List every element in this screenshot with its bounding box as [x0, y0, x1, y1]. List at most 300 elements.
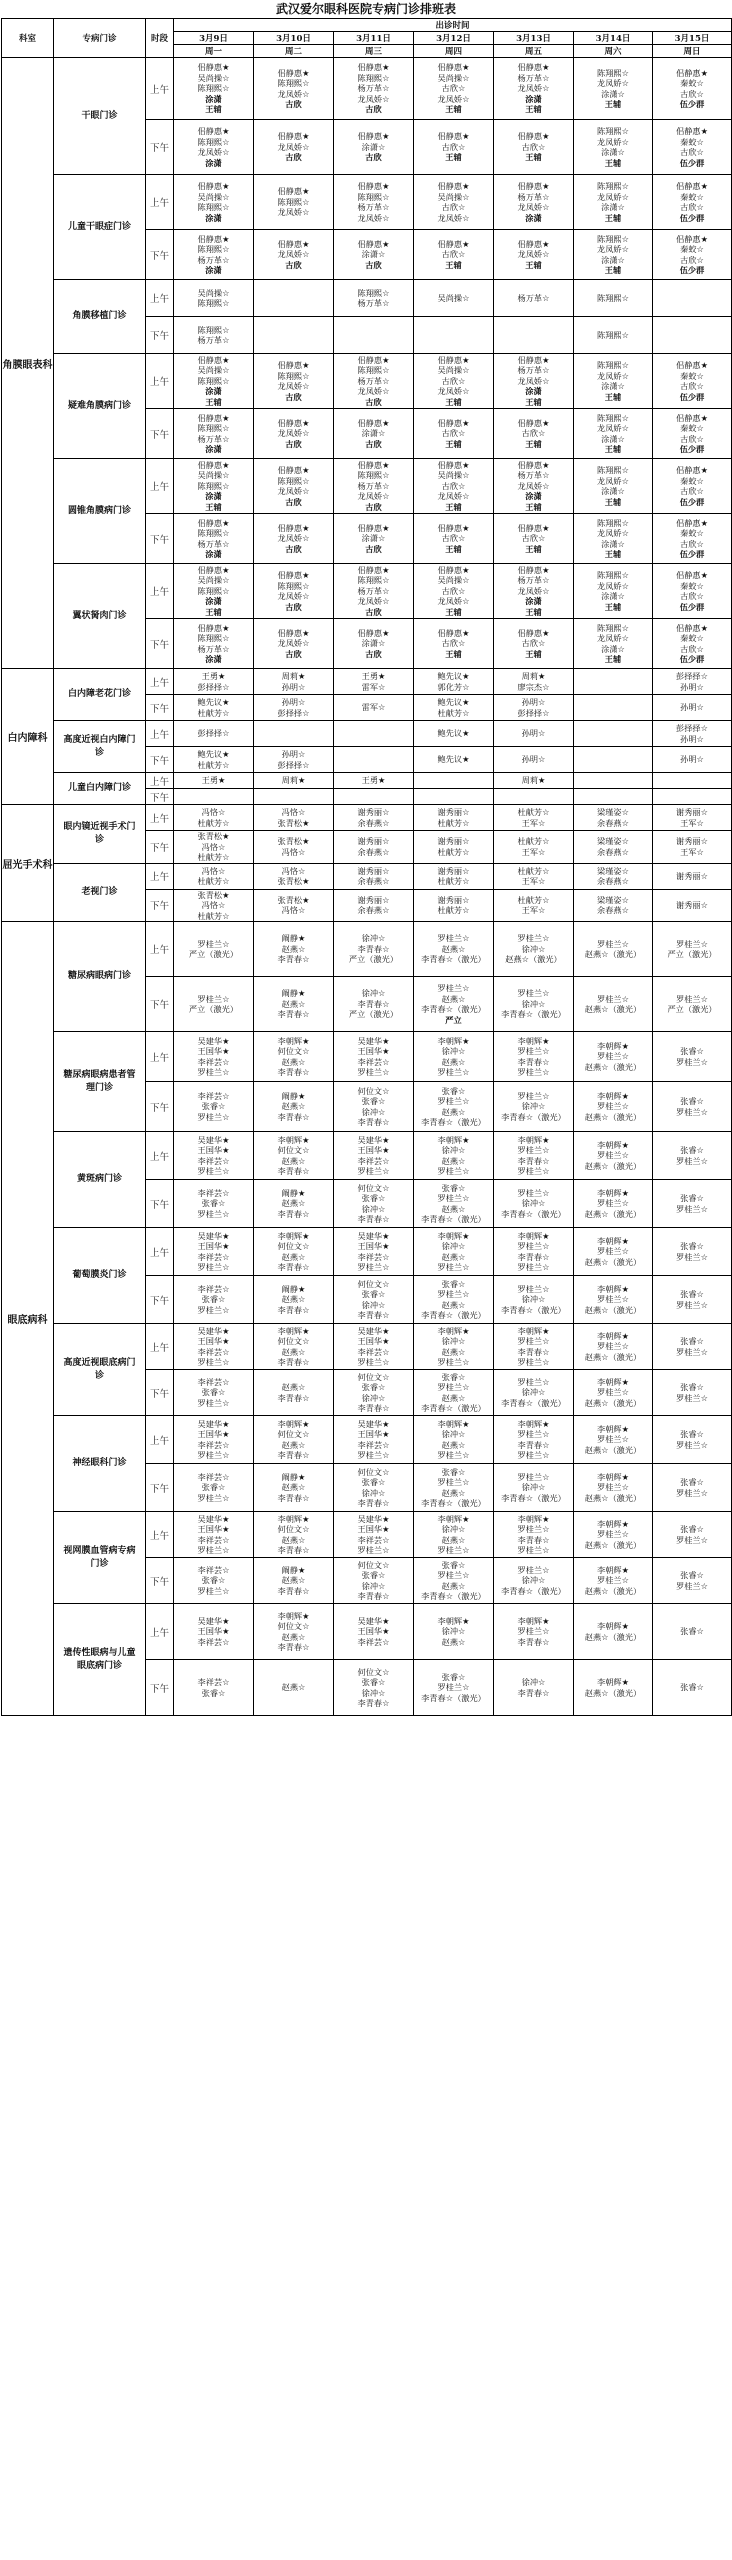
- doctor-name: 李朝辉★: [597, 1423, 629, 1434]
- doctor-name: 龙凤娇☆: [277, 207, 310, 218]
- schedule-cell: [653, 175, 732, 230]
- doctor-name: 孙明☆: [680, 754, 704, 765]
- doctor-name: 徐冲☆: [361, 1299, 386, 1310]
- schedule-cell: [494, 354, 574, 409]
- schedule-cell: [414, 1276, 494, 1324]
- doctor-name: 杨万革☆: [357, 202, 390, 212]
- doctor-name: 王辅: [445, 152, 462, 163]
- doctor-name: 冯恪☆: [281, 905, 306, 916]
- doctor-name: 李朝辉★: [437, 1615, 470, 1626]
- doctor-name: 陈翔熙☆: [197, 136, 230, 147]
- time-period: 上午: [146, 1512, 174, 1558]
- schedule-cell: [254, 280, 334, 317]
- doctor-name: 阚静★: [281, 1090, 306, 1101]
- schedule-cell: [653, 1416, 732, 1464]
- doctor-name: 王辅: [525, 259, 542, 270]
- schedule-cell: [494, 175, 574, 230]
- doctor-name: 龙凤娇☆: [597, 191, 629, 202]
- doctor-name: 古欣☆: [521, 141, 546, 152]
- schedule-cell: [494, 1416, 574, 1464]
- table-row: [2, 721, 732, 747]
- doctor-name: 佀静惠★: [197, 126, 230, 136]
- doctor-name: 赵燕☆: [281, 1482, 306, 1493]
- doctor-name: 李朝辉★: [597, 1090, 629, 1101]
- doctor-name: 佀静惠★: [197, 412, 230, 423]
- schedule-cell: [414, 1558, 494, 1604]
- doctor-name: 古欣☆: [521, 638, 546, 649]
- doctor-name: 杜献芳☆: [437, 846, 470, 857]
- doctor-name: 赵燕☆: [441, 1299, 466, 1310]
- doctor-name: 张睿☆: [361, 1677, 386, 1687]
- doctor-name: 罗桂兰☆: [517, 1545, 550, 1555]
- schedule-cell: [254, 230, 334, 280]
- doctor-name: 孙明☆: [521, 728, 546, 739]
- doctor-name: 杨万革☆: [517, 575, 550, 586]
- doctor-name: 罗桂兰☆: [597, 1294, 629, 1305]
- page-title: 武汉爱尔眼科医院专病门诊排班表: [275, 2, 456, 16]
- schedule-cell: [574, 1180, 653, 1228]
- doctor-name: 古欣: [285, 391, 302, 402]
- doctor-name: 罗桂兰☆: [676, 938, 708, 949]
- table-row: [2, 669, 732, 695]
- schedule-cell: [574, 317, 653, 354]
- doctor-name: 罗桂兰☆: [597, 1246, 629, 1257]
- schedule-cell: [254, 58, 334, 120]
- doctor-name: 龙凤娇☆: [597, 244, 629, 254]
- doctor-name: 龙凤娇☆: [597, 580, 629, 591]
- doctor-name: 王辅: [525, 543, 542, 554]
- doctor-name: 陈翔熙☆: [357, 72, 390, 83]
- doctor-name: 严立（激光）: [348, 1009, 399, 1020]
- schedule-cell: [334, 889, 414, 922]
- doctor-name: 陈翔熙☆: [597, 126, 629, 136]
- doctor-name: 佀静惠★: [197, 622, 230, 633]
- schedule-cell: [414, 863, 494, 889]
- doctor-name: 赵燕☆: [281, 943, 306, 954]
- schedule-cell: [334, 58, 414, 120]
- clinic-name: 儿童干眼症门诊: [54, 175, 146, 280]
- doctor-name: 谢秀丽☆: [676, 870, 708, 881]
- doctor-name: 古欣: [365, 501, 382, 512]
- time-period: 上午: [146, 459, 174, 514]
- doctor-name: 佀静惠★: [676, 360, 708, 370]
- doctor-name: 陈翔熙☆: [197, 633, 230, 643]
- doctor-name: 佀静惠★: [197, 181, 230, 191]
- doctor-name: 吴建华★: [197, 1035, 230, 1046]
- doctor-name: 王国华★: [197, 1626, 230, 1637]
- schedule-cell: [414, 831, 494, 864]
- schedule-cell: [254, 1276, 334, 1324]
- schedule-cell: [334, 669, 414, 695]
- doctor-name: 鲍先议★: [197, 749, 230, 759]
- doctor-name: 龙凤娇☆: [517, 83, 550, 94]
- doctor-name: 徐冲☆: [361, 1203, 386, 1214]
- doctor-name: 陈翔熙☆: [597, 329, 629, 340]
- schedule-cell: [414, 1032, 494, 1082]
- doctor-name: 徐冲☆: [361, 1580, 386, 1591]
- doctor-name: 孙明☆: [281, 697, 306, 707]
- doctor-name: 冯恪☆: [281, 846, 306, 857]
- doctor-name: 李青春☆: [357, 1498, 390, 1508]
- doctor-name: 赵燕☆: [281, 1575, 306, 1586]
- doctor-name: 吴建华★: [197, 1615, 230, 1626]
- schedule-cell: [414, 120, 494, 175]
- schedule-cell: [653, 1276, 732, 1324]
- doctor-name: 李祥芸☆: [197, 1251, 230, 1262]
- time-period: 上午: [146, 863, 174, 889]
- doctor-name: 谢秀丽☆: [676, 900, 708, 910]
- doctor-name: 谢秀丽☆: [357, 836, 390, 847]
- doctor-name: 陈翔熙☆: [197, 585, 230, 596]
- doctor-name: 孙明☆: [521, 697, 546, 707]
- doctor-name: 龙凤娇☆: [437, 93, 470, 104]
- doctor-name: 陈翔熙☆: [597, 517, 629, 528]
- doctor-name: 李青春☆（激光）: [421, 1403, 486, 1413]
- schedule-cell: [254, 1228, 334, 1276]
- doctor-name: 罗桂兰☆: [597, 1482, 629, 1493]
- doctor-name: 严立: [445, 1014, 462, 1025]
- schedule-cell: [174, 1558, 254, 1604]
- doctor-name: 罗桂兰☆: [517, 1357, 550, 1367]
- doctor-name: 周莉★: [521, 775, 546, 786]
- doctor-name: 王国华★: [197, 1241, 230, 1251]
- doctor-name: 古欣☆: [680, 591, 704, 601]
- schedule-cell: [574, 514, 653, 564]
- doctor-name: 彭择择☆: [197, 728, 230, 739]
- schedule-cell: [254, 889, 334, 922]
- doctor-name: 秦蛟☆: [680, 78, 704, 88]
- schedule-cell: [494, 695, 574, 721]
- time-period: 下午: [146, 1276, 174, 1324]
- doctor-name: 王军☆: [521, 817, 546, 828]
- doctor-name: 秦蛟☆: [680, 580, 704, 591]
- doctor-name: 徐冲☆: [441, 1524, 466, 1534]
- time-period: 上午: [146, 280, 174, 317]
- doctor-name: 罗桂兰☆: [517, 1471, 550, 1482]
- schedule-cell: [414, 1324, 494, 1370]
- doctor-name: 赵燕☆: [281, 1251, 306, 1262]
- schedule-cell: [334, 230, 414, 280]
- doctor-name: 徐冲☆: [441, 1241, 466, 1251]
- doctor-name: 罗桂兰☆: [357, 1357, 390, 1367]
- doctor-name: 罗桂兰☆: [197, 1397, 230, 1408]
- doctor-name: 佀静惠★: [437, 627, 470, 638]
- doctor-name: 伍少群: [679, 601, 705, 612]
- doctor-name: 李朝辉★: [517, 1035, 550, 1046]
- doctor-name: 何位文☆: [357, 1182, 390, 1193]
- doctor-name: 李祥芸☆: [197, 1636, 230, 1647]
- schedule-cell: [653, 669, 732, 695]
- doctor-name: 王辅: [525, 606, 542, 617]
- doctor-name: 严立（激光）: [188, 1004, 239, 1014]
- doctor-name: 陈翔熙☆: [357, 191, 390, 202]
- doctor-name: 罗桂兰☆: [437, 1096, 470, 1106]
- doctor-name: 罗桂兰☆: [357, 1166, 390, 1176]
- header-date: 3月10日: [254, 32, 334, 45]
- doctor-name: 陈翔熙☆: [597, 465, 629, 475]
- doctor-name: 张睿☆: [680, 1145, 704, 1155]
- schedule-cell: [574, 175, 653, 230]
- doctor-name: 罗桂兰☆: [197, 1262, 230, 1272]
- doctor-name: 伍少群: [679, 654, 705, 664]
- doctor-name: 赵燕☆: [441, 943, 466, 954]
- schedule-cell: [414, 1180, 494, 1228]
- doctor-name: 罗桂兰☆: [437, 1450, 470, 1460]
- doctor-name: 龙凤娇☆: [357, 212, 390, 223]
- schedule-cell: [574, 1464, 653, 1512]
- header-weekday: 周一: [174, 45, 254, 58]
- schedule-cell: [334, 280, 414, 317]
- doctor-name: 张睿☆: [201, 1198, 226, 1209]
- doctor-name: 郭化芳☆: [437, 681, 470, 692]
- schedule-cell: [334, 317, 414, 354]
- doctor-name: 龙凤娇☆: [277, 141, 310, 152]
- doctor-name: 阚静★: [281, 1471, 306, 1482]
- doctor-name: 陈翔熙☆: [357, 575, 390, 586]
- schedule-cell: [174, 789, 254, 805]
- doctor-name: 赵燕☆（激光）: [584, 1111, 642, 1122]
- schedule-cell: [653, 1370, 732, 1416]
- doctor-name: 古欣☆: [441, 585, 466, 596]
- table-header: [2, 19, 732, 58]
- doctor-name: 李青春☆（激光）: [421, 1214, 486, 1224]
- schedule-cell: [334, 409, 414, 459]
- doctor-name: 张睿☆: [201, 1575, 226, 1586]
- doctor-name: 古欣☆: [441, 83, 466, 94]
- doctor-name: 王国华★: [357, 1429, 390, 1439]
- schedule-cell: [653, 747, 732, 773]
- doctor-name: 徐冲☆: [441, 1336, 466, 1346]
- doctor-name: 陈翔熙☆: [197, 375, 230, 386]
- doctor-name: 徐冲☆: [361, 933, 386, 944]
- doctor-name: 陈翔熙☆: [597, 181, 629, 191]
- doctor-name: 王辅: [445, 396, 462, 407]
- doctor-name: 张睿☆: [680, 1477, 704, 1487]
- doctor-name: 张睿☆: [201, 1294, 226, 1305]
- schedule-cell: [254, 977, 334, 1032]
- time-period: 下午: [146, 747, 174, 773]
- doctor-name: 李青春☆: [517, 1534, 550, 1545]
- doctor-name: 佀静惠★: [517, 62, 550, 73]
- schedule-cell: [494, 1276, 574, 1324]
- schedule-cell: [254, 120, 334, 175]
- time-period: 下午: [146, 1660, 174, 1716]
- doctor-name: 涂潇☆: [361, 533, 386, 544]
- doctor-name: 罗桂兰☆: [437, 1570, 470, 1580]
- doctor-name: 罗桂兰☆: [437, 983, 470, 993]
- doctor-name: 杜献芳☆: [197, 817, 230, 828]
- schedule-cell: [334, 721, 414, 747]
- time-period: 上午: [146, 669, 174, 695]
- doctor-name: 张睿☆: [361, 1289, 386, 1299]
- doctor-name: 王辅: [604, 549, 622, 559]
- doctor-name: 彭择择☆: [517, 707, 550, 718]
- time-period: 下午: [146, 1370, 174, 1416]
- doctor-name: 龙凤娇☆: [357, 386, 390, 397]
- doctor-name: 李祥芸☆: [197, 1471, 230, 1482]
- doctor-name: 李朝辉★: [517, 1615, 550, 1626]
- table-row: [2, 354, 732, 409]
- doctor-name: 王辅: [604, 496, 622, 507]
- doctor-name: 杨万革☆: [357, 375, 390, 386]
- doctor-name: 李祥芸☆: [357, 1251, 390, 1262]
- time-period: 下午: [146, 619, 174, 669]
- doctor-name: 罗桂兰☆: [197, 1357, 230, 1367]
- schedule-cell: [494, 773, 574, 789]
- doctor-name: 王辅: [525, 152, 542, 163]
- doctor-name: 佀静惠★: [197, 564, 230, 575]
- schedule-cell: [334, 1032, 414, 1082]
- schedule-cell: [653, 1512, 732, 1558]
- doctor-name: 李朝辉★: [597, 1187, 629, 1198]
- schedule-cell: [494, 459, 574, 514]
- doctor-name: 古欣: [285, 543, 302, 554]
- schedule-cell: [334, 1324, 414, 1370]
- schedule-cell: [494, 1082, 574, 1132]
- schedule-cell: [334, 1276, 414, 1324]
- doctor-name: 伍少群: [679, 212, 705, 223]
- doctor-name: 佀静惠★: [517, 459, 550, 470]
- schedule-cell: [174, 354, 254, 409]
- doctor-name: 张青松★: [277, 876, 310, 886]
- doctor-name: 陈翔熙☆: [197, 298, 230, 308]
- doctor-name: 张睿☆: [441, 1278, 466, 1289]
- doctor-name: 龙凤娇☆: [517, 480, 550, 491]
- schedule-cell: [334, 922, 414, 977]
- time-period: 下午: [146, 409, 174, 459]
- schedule-cell: [174, 1416, 254, 1464]
- doctor-name: 龙凤娇☆: [277, 88, 310, 99]
- doctor-name: 王辅: [525, 438, 542, 449]
- schedule-cell: [254, 1082, 334, 1132]
- doctor-name: 古欣☆: [680, 254, 704, 265]
- doctor-name: 王军☆: [521, 846, 546, 857]
- doctor-name: 赵燕☆（激光）: [584, 1492, 642, 1503]
- doctor-name: 余春燕☆: [357, 905, 390, 916]
- schedule-cell: [334, 1416, 414, 1464]
- doctor-name: 陈翔熙☆: [277, 370, 310, 381]
- department-name: 屈光手术科: [2, 805, 54, 922]
- doctor-name: 罗桂兰☆: [517, 933, 550, 944]
- doctor-name: 赵燕☆: [441, 1155, 466, 1166]
- doctor-name: 李朝辉★: [277, 1325, 310, 1336]
- doctor-name: 罗桂兰☆: [437, 1357, 470, 1367]
- doctor-name: 谢秀丽☆: [437, 836, 470, 847]
- schedule-cell: [494, 280, 574, 317]
- schedule-cell: [574, 1132, 653, 1180]
- time-period: 上午: [146, 773, 174, 789]
- schedule-cell: [254, 514, 334, 564]
- doctor-name: 涂潇☆: [361, 141, 386, 152]
- doctor-name: 古欣: [365, 438, 382, 449]
- doctor-name: 吴建华★: [357, 1325, 390, 1336]
- doctor-name: 李朝辉★: [437, 1325, 470, 1336]
- doctor-name: 鲍先议★: [437, 671, 470, 681]
- doctor-name: 徐冲☆: [521, 1294, 546, 1305]
- doctor-name: 佀静惠★: [437, 354, 470, 365]
- schedule-cell: [254, 317, 334, 354]
- schedule-cell: [174, 120, 254, 175]
- doctor-name: 赵燕☆: [441, 1636, 466, 1647]
- doctor-name: 罗桂兰☆: [676, 1299, 708, 1310]
- schedule-cell: [174, 175, 254, 230]
- doctor-name: 李朝辉★: [597, 1471, 629, 1482]
- doctor-name: 阚静★: [281, 1564, 306, 1575]
- doctor-name: 孙明☆: [281, 749, 306, 759]
- doctor-name: 罗桂兰☆: [197, 993, 230, 1004]
- schedule-cell: [334, 831, 414, 864]
- doctor-name: 杜献芳☆: [517, 836, 550, 847]
- doctor-name: 罗桂兰☆: [597, 1387, 629, 1398]
- doctor-name: 李青春☆: [277, 1166, 310, 1176]
- doctor-name: 杨万革☆: [517, 292, 550, 303]
- doctor-name: 罗桂兰☆: [197, 1585, 230, 1596]
- doctor-name: 王辅: [445, 543, 462, 554]
- schedule-page: [1, 0, 731, 1716]
- doctor-name: 伍少群: [679, 157, 705, 168]
- doctor-name: 罗桂兰☆: [676, 1106, 708, 1117]
- doctor-name: 佀静惠★: [277, 360, 310, 370]
- doctor-name: 佀静惠★: [197, 233, 230, 244]
- schedule-cell: [494, 409, 574, 459]
- doctor-name: 徐冲☆: [521, 943, 546, 954]
- schedule-cell: [254, 805, 334, 831]
- schedule-cell: [174, 977, 254, 1032]
- schedule-cell: [574, 922, 653, 977]
- time-period: 上午: [146, 1228, 174, 1276]
- doctor-name: 罗桂兰☆: [437, 1477, 470, 1487]
- doctor-name: 涂潇☆: [601, 88, 625, 99]
- doctor-name: 陈翔熙☆: [197, 202, 230, 212]
- doctor-name: 李青春☆: [277, 1392, 310, 1403]
- schedule-cell: [574, 1660, 653, 1716]
- schedule-cell: [574, 977, 653, 1032]
- doctor-name: 李朝辉★: [437, 1035, 470, 1046]
- doctor-name: 王国华★: [197, 1336, 230, 1346]
- doctor-name: 徐冲☆: [521, 1101, 546, 1112]
- doctor-name: 李青春☆: [357, 1214, 390, 1224]
- doctor-name: 杜献芳☆: [517, 894, 550, 905]
- doctor-name: 王国华★: [197, 1046, 230, 1056]
- doctor-name: 陈翔熙☆: [357, 287, 390, 298]
- doctor-name: 龙凤娇☆: [277, 428, 310, 439]
- doctor-name: 何位文☆: [277, 1524, 310, 1534]
- doctor-name: 罗桂兰☆: [517, 1145, 550, 1155]
- doctor-name: 冯恪☆: [201, 865, 226, 876]
- schedule-cell: [254, 175, 334, 230]
- schedule-cell: [334, 354, 414, 409]
- schedule-cell: [334, 863, 414, 889]
- doctor-name: 陈翔熙☆: [277, 475, 310, 486]
- doctor-name: 龙凤娇☆: [597, 78, 629, 88]
- doctor-name: 古欣☆: [680, 538, 704, 549]
- schedule-cell: [174, 1228, 254, 1276]
- schedule-cell: [334, 1180, 414, 1228]
- schedule-cell: [334, 1604, 414, 1660]
- doctor-name: 王军☆: [680, 846, 704, 857]
- clinic-name: 儿童白内障门诊: [54, 773, 146, 805]
- doctor-name: 赵燕☆: [281, 1155, 306, 1166]
- doctor-name: 龙凤娇☆: [197, 147, 230, 157]
- department-name: 角膜眼表科: [2, 58, 54, 669]
- doctor-name: 佀静惠★: [676, 67, 708, 78]
- doctor-name: 涂潇: [205, 157, 222, 168]
- department-name: 眼底病科: [2, 922, 54, 1716]
- doctor-name: 佀静惠★: [277, 570, 310, 580]
- doctor-name: 龙凤娇☆: [597, 423, 629, 433]
- schedule-cell: [174, 564, 254, 619]
- doctor-name: 罗桂兰☆: [437, 1166, 470, 1176]
